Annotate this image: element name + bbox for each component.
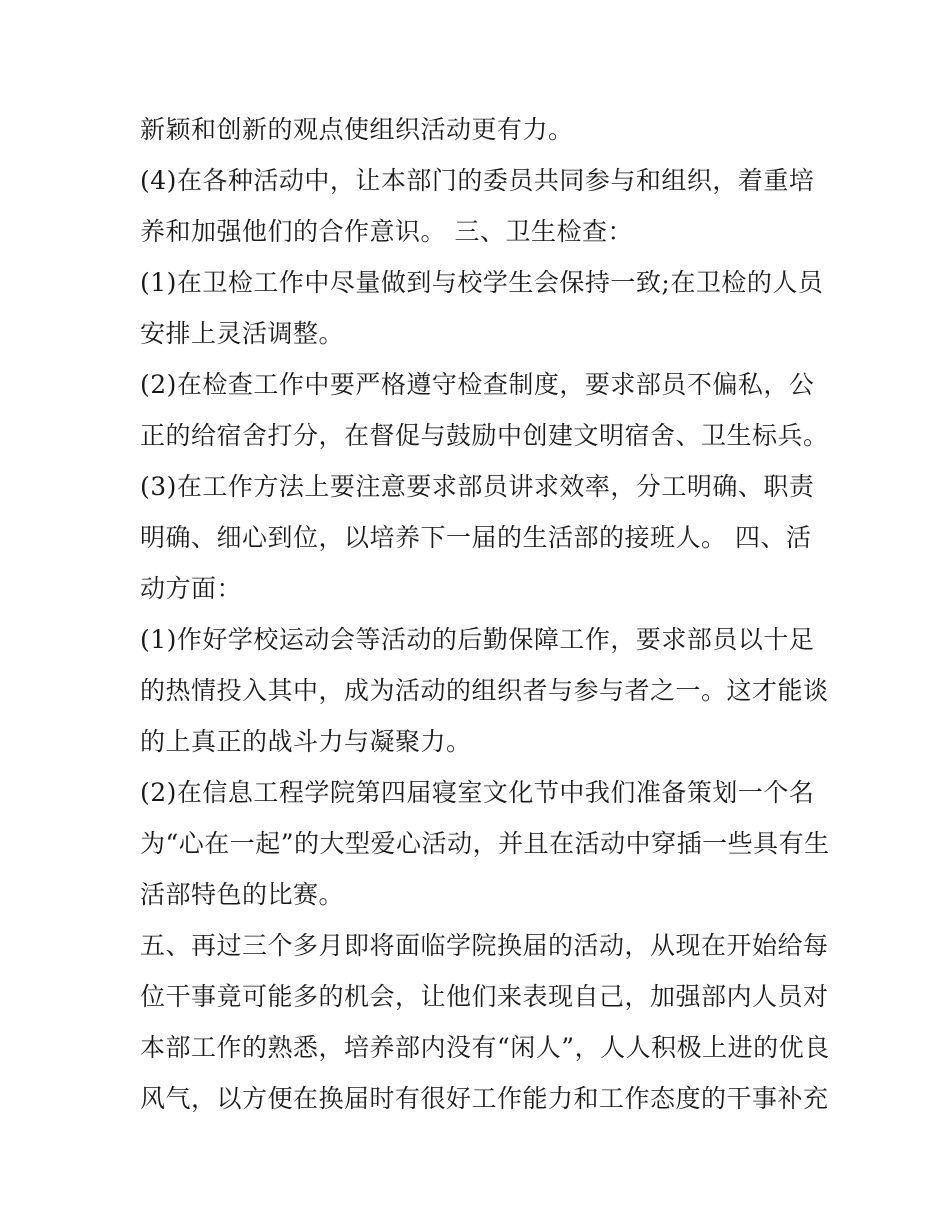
text-line: (2)在信息工程学院第四届寝室文化节中我们准备策划一个名 <box>140 778 815 807</box>
text-line: 安排上灵活调整。 <box>140 319 345 348</box>
text-line: 新颖和创新的观点使组织活动更有力。 <box>140 115 574 144</box>
text-line: 正的给宿舍打分，在督促与鼓励中创建文明宿舍、卫生标兵。 <box>140 421 829 450</box>
text-line: 动方面： <box>140 574 243 603</box>
text-line: 养和加强他们的合作意识。 三、卫生检查： <box>140 217 633 246</box>
text-line: 风气，以方便在换届时有很好工作能力和工作态度的干事补充 <box>140 1084 829 1113</box>
text-line: (1)在卫检工作中尽量做到与校学生会保持一致;在卫检的人员 <box>140 268 824 297</box>
text-line: 位干事竟可能多的机会，让他们来表现自己，加强部内人员对 <box>140 982 829 1011</box>
text-line: (4)在各种活动中，让本部门的委员共同参与和组织，着重培 <box>140 166 815 195</box>
text-line: (3)在工作方法上要注意要求部员讲求效率，分工明确、职责 <box>140 472 815 501</box>
text-line: 五、再过三个多月即将面临学院换届的活动，从现在开始给每 <box>140 931 829 960</box>
text-line: (2)在检查工作中要严格遵守检查制度，要求部员不偏私，公 <box>140 370 815 399</box>
text-line: 活部特色的比赛。 <box>140 880 345 909</box>
document-body-text <box>140 104 830 1124</box>
text-line: 的上真正的战斗力与凝聚力。 <box>140 727 472 756</box>
text-line: (1)作好学校运动会等活动的后勤保障工作，要求部员以十足 <box>140 625 815 654</box>
text-line: 的热情投入其中，成为活动的组织者与参与者之一。这才能谈 <box>140 676 829 705</box>
text-line: 本部工作的熟悉，培养部内没有“闲人”，人人积极上进的优良 <box>140 1033 830 1062</box>
text-line: 明确、细心到位，以培养下一届的生活部的接班人。 四、活 <box>140 523 812 552</box>
text-line: 为“心在一起”的大型爱心活动，并且在活动中穿插一些具有生 <box>140 829 830 858</box>
